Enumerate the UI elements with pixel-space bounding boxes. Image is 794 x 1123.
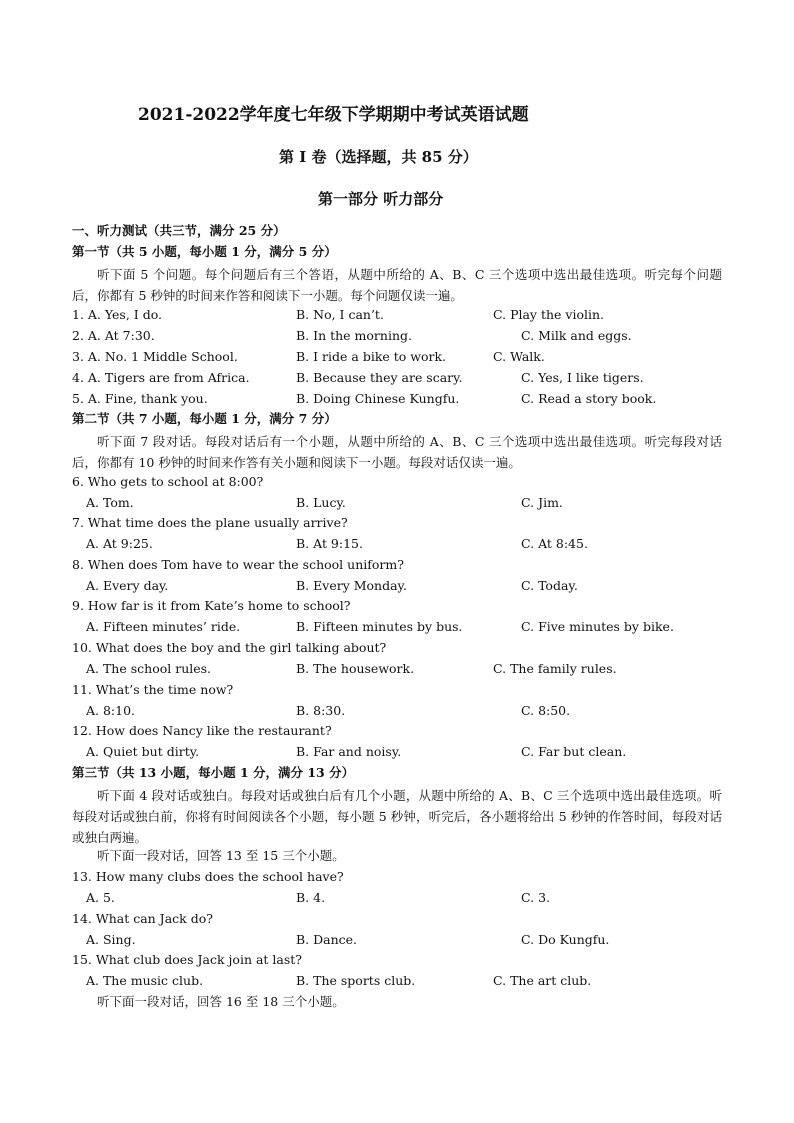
q5-option-b: B. Doing Chinese Kungfu. xyxy=(296,391,460,406)
section3-instructions: 听下面 4 段对话或独白。每段对话或独白后有几个小题，从题中所给的 A、B、C 三个选项中选出最佳选项。听每段对话或独白前，你将有时间阅读各个小题，每小题 5 秒钟，听完后，各小题将给出 5 秒钟的作答时间，每段对话或独白两遍。 xyxy=(72,788,722,845)
q15-option-a: A. The music club. xyxy=(86,973,204,988)
q3-option-a: 3. A. No. 1 Middle School. xyxy=(72,349,238,364)
q14-option-a: A. Sing. xyxy=(86,932,136,947)
q14-option-b: B. Dance. xyxy=(296,932,358,947)
q3-option-c: C. Walk. xyxy=(493,349,545,364)
q8-option-c: C. Today. xyxy=(521,578,578,593)
q12-option-c: C. Far but clean. xyxy=(521,744,627,759)
q7-option-a: A. At 9:25. xyxy=(86,536,153,551)
q2-option-c: C. Milk and eggs. xyxy=(521,328,632,343)
q14-stem: 14. What can Jack do? xyxy=(72,911,213,926)
q15-option-c: C. The art club. xyxy=(493,973,592,988)
q9-option-a: A. Fifteen minutes’ ride. xyxy=(86,619,241,634)
group2-intro: 听下面一段对话，回答 16 至 18 三个小题。 xyxy=(97,994,345,1009)
section3-heading: 第三节（共 13 小题，每小题 1 分，满分 13 分） xyxy=(72,765,355,780)
group1-intro: 听下面一段对话，回答 13 至 15 三个小题。 xyxy=(97,848,345,863)
q14-option-c: C. Do Kungfu. xyxy=(521,932,610,947)
q2-option-b: B. In the morning. xyxy=(296,328,412,343)
q11-stem: 11. What’s the time now? xyxy=(72,682,234,697)
q11-option-c: C. 8:50. xyxy=(521,703,571,718)
q8-option-b: B. Every Monday. xyxy=(296,578,407,593)
part-one-heading: 第一部分 听力部分 xyxy=(318,190,444,208)
q5-option-a: 5. A. Fine, thank you. xyxy=(72,391,208,406)
q11-option-b: B. 8:30. xyxy=(296,703,346,718)
q7-option-b: B. At 9:15. xyxy=(296,536,363,551)
q13-stem: 13. How many clubs does the school have? xyxy=(72,869,344,884)
q6-option-b: B. Lucy. xyxy=(296,495,346,510)
volume-heading: 第 I 卷（选择题，共 85 分） xyxy=(279,148,478,166)
q1-option-c: C. Play the violin. xyxy=(493,307,605,322)
q2-option-a: 2. A. At 7:30. xyxy=(72,328,155,343)
q4-option-c: C. Yes, I like tigers. xyxy=(521,370,644,385)
q10-option-c: C. The family rules. xyxy=(493,661,617,676)
q13-option-c: C. 3. xyxy=(521,890,550,905)
q8-stem: 8. When does Tom have to wear the school uniform? xyxy=(72,557,404,572)
q10-option-a: A. The school rules. xyxy=(86,661,212,676)
q12-stem: 12. How does Nancy like the restaurant? xyxy=(72,723,332,738)
q4-option-b: B. Because they are scary. xyxy=(296,370,463,385)
q9-option-b: B. Fifteen minutes by bus. xyxy=(296,619,463,634)
q12-option-b: B. Far and noisy. xyxy=(296,744,402,759)
q9-stem: 9. How far is it from Kate’s home to school? xyxy=(72,598,351,613)
q7-stem: 7. What time does the plane usually arrive? xyxy=(72,515,348,530)
q1-option-a: 1. A. Yes, I do. xyxy=(72,307,162,322)
q15-option-b: B. The sports club. xyxy=(296,973,416,988)
q12-option-a: A. Quiet but dirty. xyxy=(86,744,200,759)
q6-option-c: C. Jim. xyxy=(521,495,563,510)
q9-option-c: C. Five minutes by bike. xyxy=(521,619,674,634)
listening-heading: 一、听力测试（共三节，满分 25 分） xyxy=(72,223,286,238)
section1-heading: 第一节（共 5 小题，每小题 1 分，满分 5 分） xyxy=(72,244,337,259)
exam-title: 2021-2022学年度七年级下学期期中考试英语试题 xyxy=(138,105,529,125)
section2-instructions: 听下面 7 段对话。每段对话后有一个小题，从题中所给的 A、B、C 三个选项中选出最佳选项。听完每段对话后，你都有 10 秒钟的时间来作答有关小题和阅读下一小题。每段对话仅读一遍。 xyxy=(72,434,722,470)
q11-option-a: A. 8:10. xyxy=(86,703,136,718)
q6-option-a: A. Tom. xyxy=(86,495,134,510)
section2-heading: 第二节（共 7 小题，每小题 1 分，满分 7 分） xyxy=(72,411,337,426)
q10-option-b: B. The housework. xyxy=(296,661,415,676)
q10-stem: 10. What does the boy and the girl talking about? xyxy=(72,640,387,655)
section1-instructions: 听下面 5 个问题。每个问题后有三个答语，从题中所给的 A、B、C 三个选项中选出最佳选项。听完每个问题后，你都有 5 秒钟的时间来作答和阅读下一小题。每个问题仅读一遍。 xyxy=(72,267,722,303)
q7-option-c: C. At 8:45. xyxy=(521,536,588,551)
q8-option-a: A. Every day. xyxy=(86,578,169,593)
q6-stem: 6. Who gets to school at 8:00? xyxy=(72,474,264,489)
q5-option-c: C. Read a story book. xyxy=(521,391,657,406)
q4-option-a: 4. A. Tigers are from Africa. xyxy=(72,370,250,385)
q13-option-b: B. 4. xyxy=(296,890,326,905)
q13-option-a: A. 5. xyxy=(86,890,115,905)
q1-option-b: B. No, I can’t. xyxy=(296,307,384,322)
q15-stem: 15. What club does Jack join at last? xyxy=(72,952,303,967)
q3-option-b: B. I ride a bike to work. xyxy=(296,349,447,364)
